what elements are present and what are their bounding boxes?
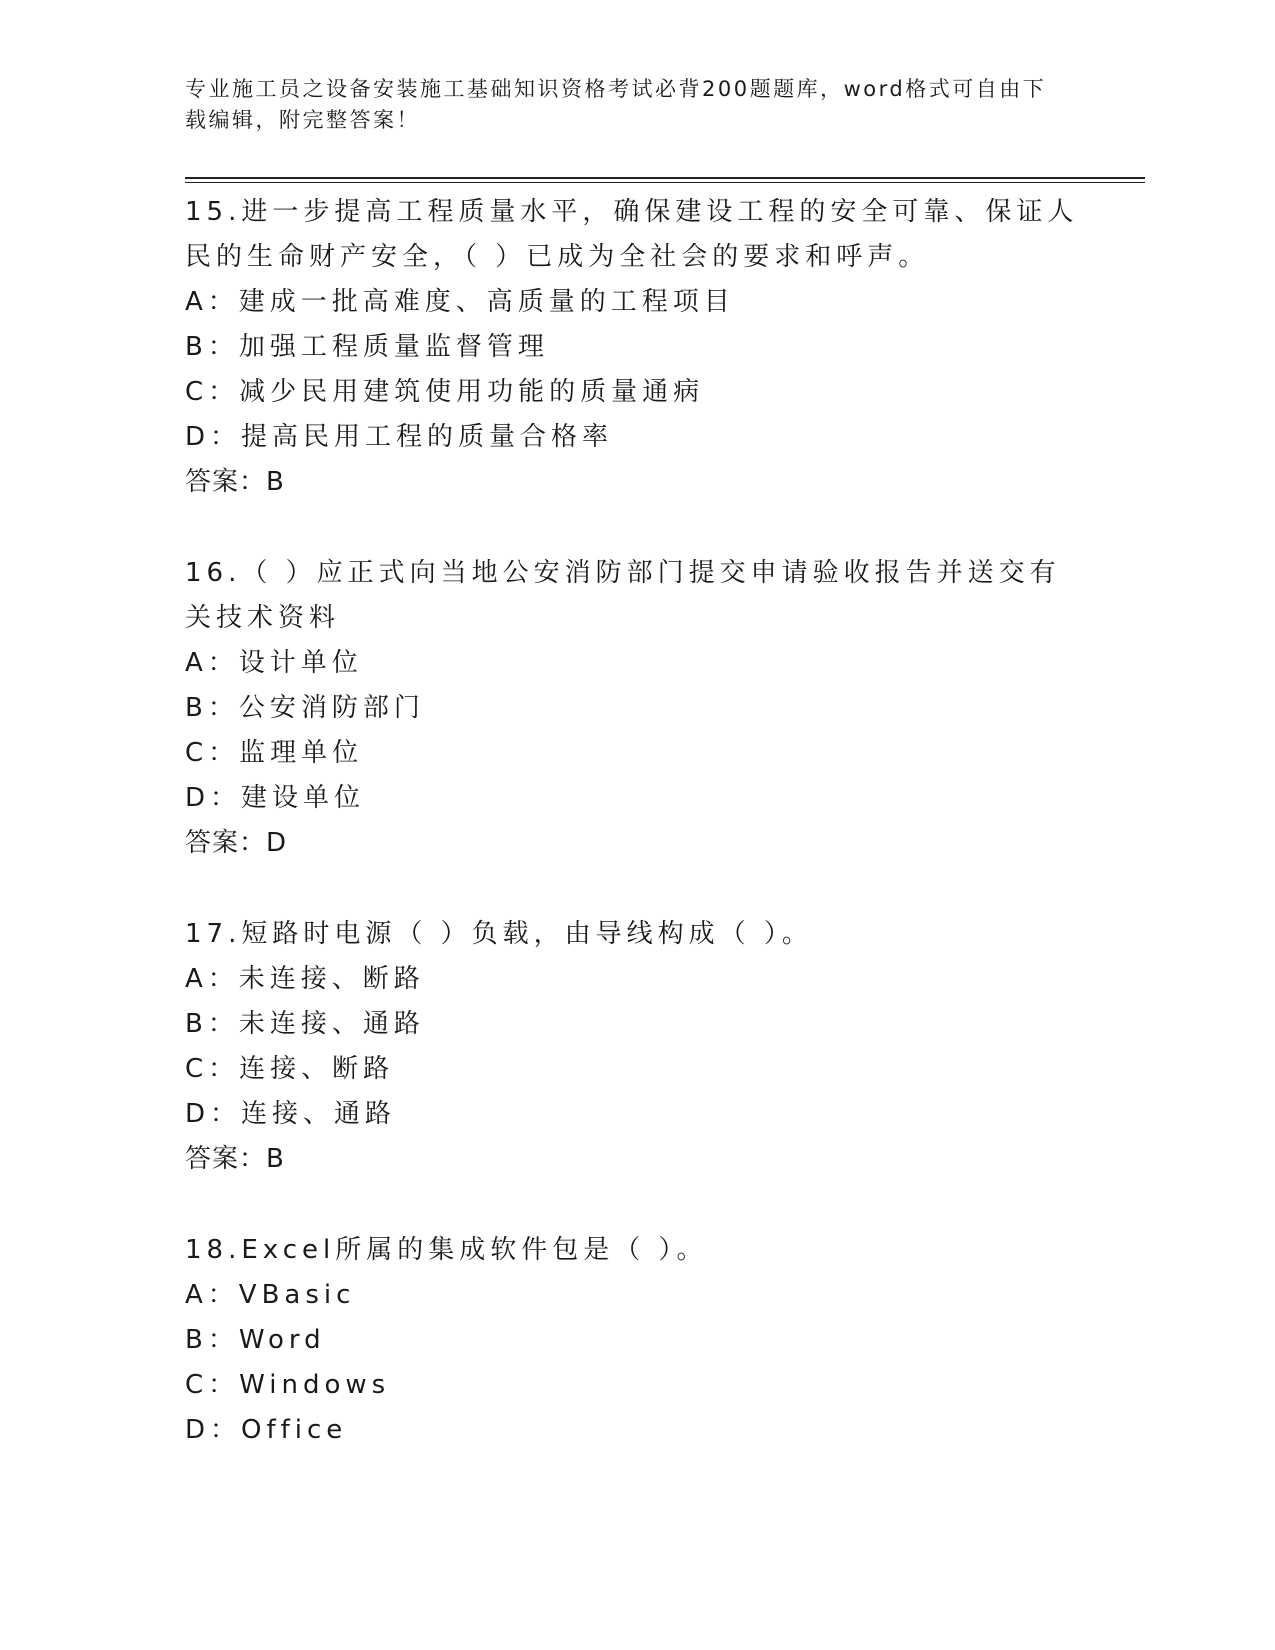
question-16 [185, 551, 1085, 866]
option-a: A：VBasic [185, 1280, 356, 1310]
option-d: D：Office [185, 1415, 348, 1445]
option-c: C：连接、断路 [185, 1054, 395, 1084]
option-c: C：监理单位 [185, 738, 364, 768]
answer: 答案：D [185, 828, 288, 858]
option-d: D：连接、通路 [185, 1099, 397, 1129]
option-b: B：加强工程质量监督管理 [185, 332, 549, 362]
option-a: A：设计单位 [185, 648, 363, 678]
answer: 答案：B [185, 467, 285, 497]
answer: 答案：B [185, 1144, 285, 1174]
option-b: B：Word [185, 1325, 326, 1355]
option-b: B：公安消防部门 [185, 693, 425, 723]
option-b: B：未连接、通路 [185, 1009, 425, 1039]
document-header: 专业施工员之设备安装施工基础知识资格考试必背200题题库，word格式可自由下载编辑，附完整答案！ [185, 77, 1047, 132]
question-18 [185, 1228, 1085, 1453]
question-15 [185, 190, 1085, 505]
option-c: C：减少民用建筑使用功能的质量通病 [185, 377, 705, 407]
question-stem: 18.Excel所属的集成软件包是（ ）。 [185, 1235, 708, 1265]
question-list [185, 190, 1085, 1499]
option-a: A：未连接、断路 [185, 964, 425, 994]
question-stem: 17.短路时电源（ ）负载，由导线构成（ ）。 [185, 919, 813, 949]
question-stem: 15.进一步提高工程质量水平，确保建设工程的安全可靠、保证人民的生命财产安全，（ ）已成为全社会的要求和呼声。 [185, 197, 1079, 272]
option-d: D：建设单位 [185, 783, 366, 813]
option-d: D：提高民用工程的质量合格率 [185, 422, 614, 452]
header-divider-thin [185, 182, 1145, 183]
header-divider-thick [185, 177, 1145, 179]
question-17 [185, 912, 1085, 1182]
question-stem: 16.（ ）应正式向当地公安消防部门提交申请验收报告并送交有关技术资料 [185, 558, 1061, 633]
option-c: C：Windows [185, 1370, 391, 1400]
option-a: A：建成一批高难度、高质量的工程项目 [185, 287, 735, 317]
